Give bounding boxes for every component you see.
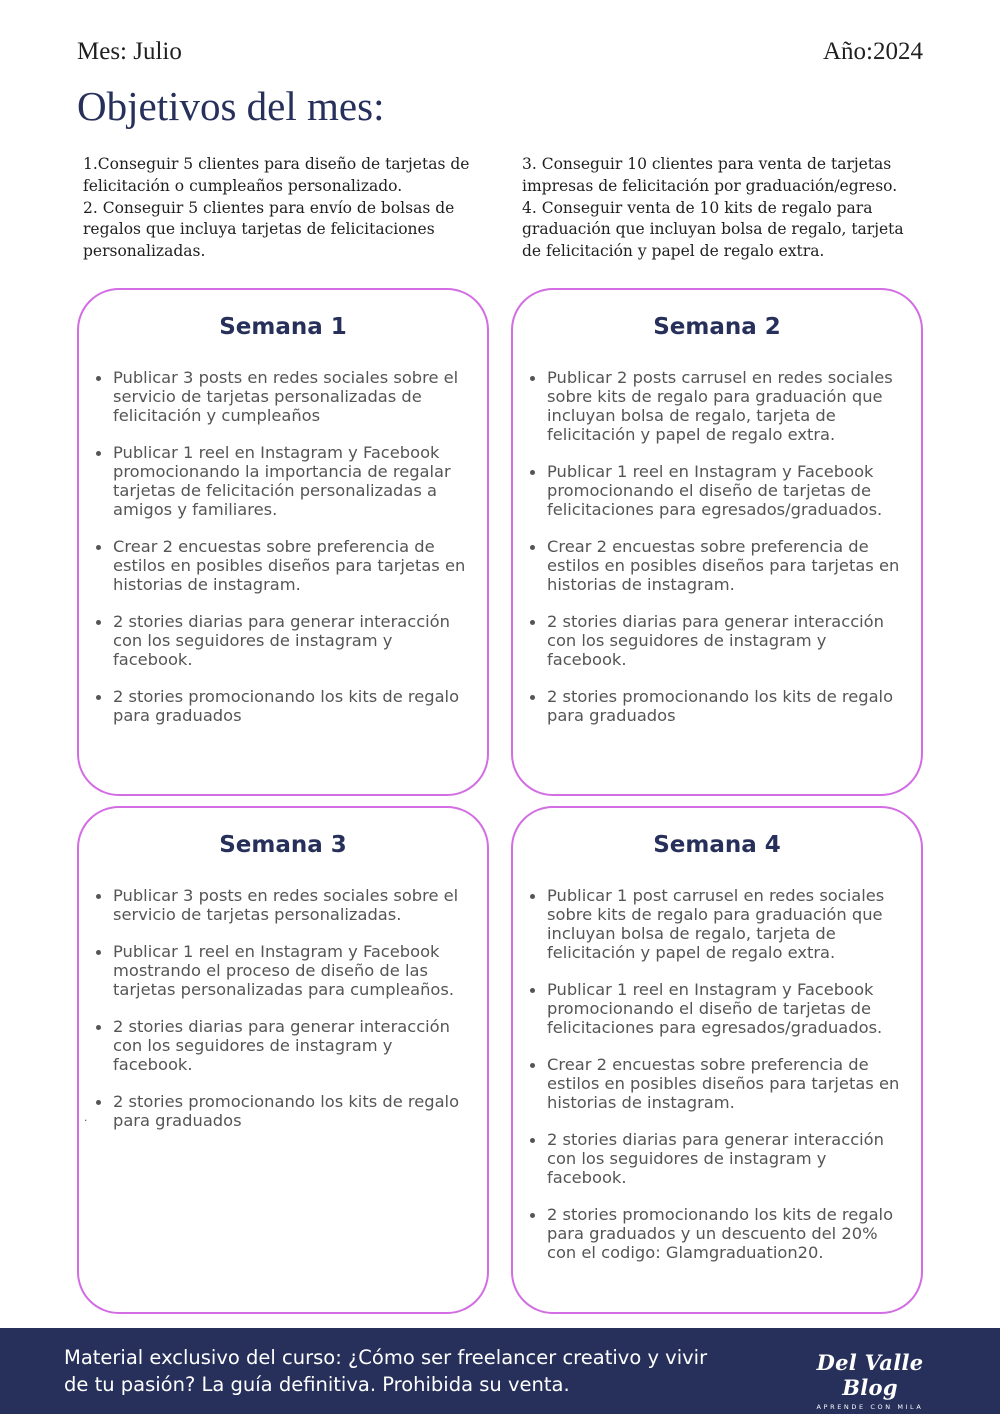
task-item: Crear 2 encuestas sobre preferencia de estilos en posibles diseños para tarjetas en historias de instagram. [547,1055,909,1112]
footer-disclaimer: Material exclusivo del curso: ¿Cómo ser freelancer creativo y vivir de tu pasión? La guía definitiva. Prohibida su venta. [64,1346,708,1396]
task-item: Publicar 3 posts en redes sociales sobre el servicio de tarjetas personalizadas. [113,886,475,924]
task-item: Publicar 1 post carrusel en redes sociales sobre kits de regalo para graduación que incluyan bolsa de regalo, tarjeta de felicitación y papel de regalo extra. [547,886,909,962]
brand-logo [790,1350,950,1411]
objectives-right [522,154,922,263]
task-item: Crear 2 encuestas sobre preferencia de estilos en posibles diseños para tarjetas en historias de instagram. [113,537,475,594]
footer-banner [0,1328,1000,1414]
logo-name: Del Valle Blog [816,1350,924,1400]
week-card-4 [511,806,923,1314]
objectives-left [83,154,503,263]
task-item: 2 stories diarias para generar interacción con los seguidores de instagram y facebook. [113,612,475,669]
task-item: 2 stories promocionando los kits de regalo para graduados [113,687,475,725]
task-item: 2 stories promocionando los kits de regalo para graduados [547,687,909,725]
task-item: Publicar 1 reel en Instagram y Facebook promocionando la importancia de regalar tarjetas de felicitación personalizadas a amigos y familiares. [113,443,475,519]
task-item: 2 stories promocionando los kits de regalo para graduados y un descuento del 20% con el codigo: Glamgraduation20. [547,1205,909,1262]
week-card-1 [77,288,489,796]
task-item: Publicar 1 reel en Instagram y Facebook mostrando el proceso de diseño de las tarjetas personalizadas para cumpleaños. [113,942,475,999]
task-item: 2 stories diarias para generar interacción con los seguidores de instagram y facebook. [547,612,909,669]
week-task-list [547,886,909,1280]
week-task-list [113,886,475,1148]
month-label: Mes: Julio [77,38,182,65]
week-card-3 [77,806,489,1314]
objective-item: 3. Conseguir 10 clientes para venta de tarjetas impresas de felicitación por graduación/egreso. [522,155,898,195]
task-item: Publicar 1 reel en Instagram y Facebook promocionando el diseño de tarjetas de felicitaciones para egresados/graduados. [547,462,909,519]
logo-tagline: APRENDE CON MILA [816,1403,924,1411]
task-item: Publicar 1 reel en Instagram y Facebook promocionando el diseño de tarjetas de felicitaciones para egresados/graduados. [547,980,909,1037]
week-title: Semana 3 [219,832,347,858]
task-item: Publicar 2 posts carrusel en redes sociales sobre kits de regalo para graduación que incluyan bolsa de regalo, tarjeta de felicitación y papel de regalo extra. [547,368,909,444]
task-item: Crear 2 encuestas sobre preferencia de estilos en posibles diseños para tarjetas en historias de instagram. [547,537,909,594]
week-title: Semana 1 [219,314,347,340]
week-task-list [113,368,475,743]
task-item: 2 stories promocionando los kits de regalo para graduados [113,1092,475,1130]
week-card-2 [511,288,923,796]
task-item: 2 stories diarias para generar interacción con los seguidores de instagram y facebook. [113,1017,475,1074]
objective-item: 2. Conseguir 5 clientes para envío de bolsas de regalos que incluya tarjetas de felicitaciones personalizadas. [83,198,455,261]
task-item: Publicar 3 posts en redes sociales sobre el servicio de tarjetas personalizadas de felicitación y cumpleaños [113,368,475,425]
week-title: Semana 2 [653,314,781,340]
trailing-mark: . [84,1110,88,1124]
page-title: Objetivos del mes: [77,83,385,129]
objective-item: 1.Conseguir 5 clientes para diseño de tarjetas de felicitación o cumpleaños personalizado. [83,155,470,195]
week-title: Semana 4 [653,832,781,858]
year-label: Año:2024 [823,38,923,65]
objective-item: 4. Conseguir venta de 10 kits de regalo para graduación que incluyan bolsa de regalo, tarjeta de felicitación y papel de regalo extra. [522,198,904,261]
week-task-list [547,368,909,743]
task-item: 2 stories diarias para generar interacción con los seguidores de instagram y facebook. [547,1130,909,1187]
